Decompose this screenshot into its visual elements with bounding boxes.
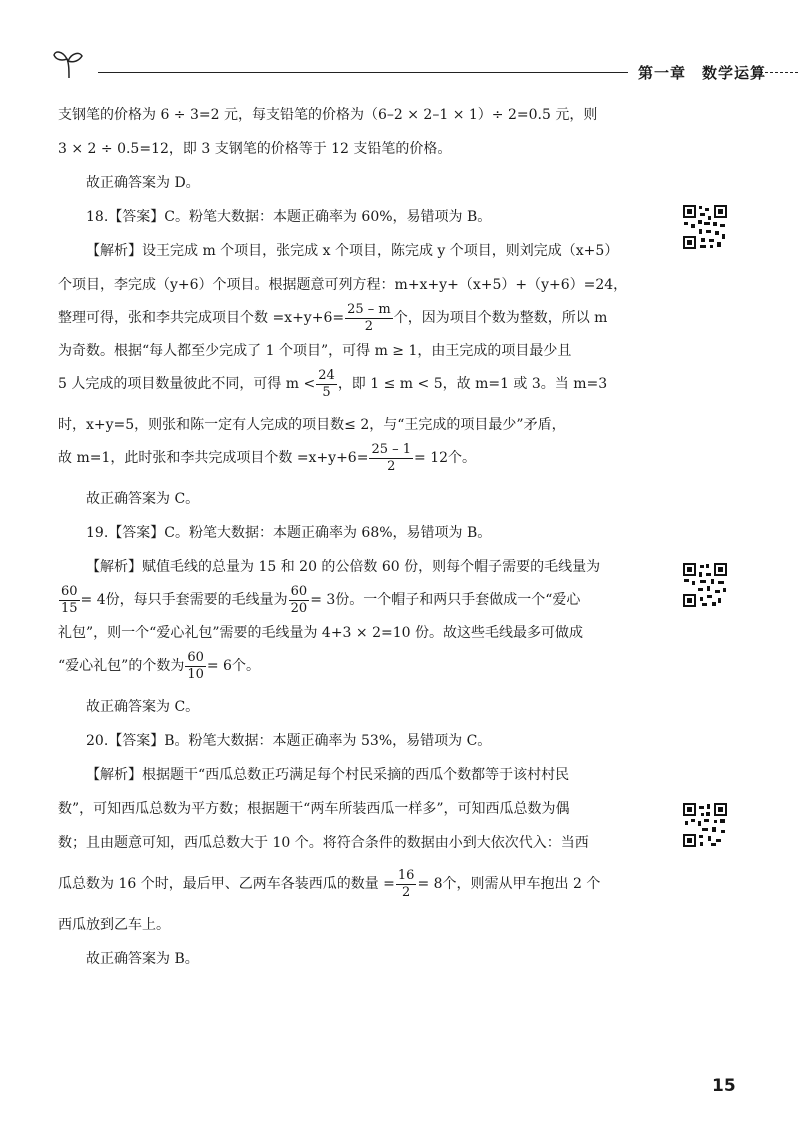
text-line: 3 × 2 ÷ 0.5=12，即 3 支钢笔的价格等于 12 支铅笔的价格。 (58, 141, 452, 157)
numerator: 60 (290, 583, 308, 599)
text-line-fraction (58, 298, 658, 338)
text-line-fraction (58, 364, 658, 404)
numerator: 25 – 1 (371, 441, 412, 457)
header-rule (98, 72, 628, 73)
analysis-18: 【解析】设王完成 m 个项目，张完成 x 个项目，陈完成 y 个项目，则刘完成（x+5） (86, 243, 619, 259)
fraction (316, 368, 337, 401)
analysis-19: 【解析】赋值毛线的总量为 15 和 20 的公倍数 60 份，则每个帽子需要的毛线量为 (86, 559, 601, 575)
denominator: 20 (290, 600, 308, 616)
text-segment: “爱心礼包”的个数为 (58, 658, 185, 674)
text-segment: 整理可得，张和李共完成项目个数 =x+y+6= (58, 310, 345, 326)
text-line: 时，x+y=5，则张和陈一定有人完成的项目数≤ 2，与“王完成的项目最少”矛盾， (58, 417, 566, 433)
qr-code-icon[interactable] (682, 204, 728, 250)
text-segment: 故 m=1，此时张和李共完成项目个数 =x+y+6= (58, 450, 369, 466)
text-line-fraction (58, 864, 658, 904)
answer-19: 19.【答案】C。粉笔大数据：本题正确率为 68%，易错项为 B。 (86, 525, 492, 541)
conclusion-line: 故正确答案为 D。 (86, 175, 200, 191)
text-line-fraction (58, 580, 658, 620)
text-segment: 个，因为项目个数为整数，所以 m (393, 310, 608, 326)
fraction (396, 868, 417, 901)
qr-code-icon[interactable] (682, 562, 728, 608)
denominator: 15 (61, 600, 78, 616)
answer-20: 20.【答案】B。粉笔大数据：本题正确率为 53%，易错项为 C。 (86, 733, 492, 749)
text-segment: = 4份，每只手套需要的毛线量为 (80, 592, 288, 608)
text-line: 为奇数。根据“每人都至少完成了 1 个项目”，可得 m ≥ 1，由王完成的项目最少且 (58, 343, 572, 359)
page-number: 15 (712, 1076, 736, 1096)
text-segment: 5 人完成的项目数量彼此不同，可得 m < (58, 376, 316, 392)
answer-content (58, 102, 658, 972)
fraction (369, 442, 413, 475)
text-line-fraction (58, 646, 658, 686)
conclusion-line: 故正确答案为 C。 (86, 699, 200, 715)
fraction (289, 584, 310, 617)
text-line: 西瓜放到乙车上。 (58, 917, 170, 933)
text-line: 礼包”，则一个“爱心礼包”需要的毛线量为 4+3 × 2=10 份。故这些毛线最多可做成 (58, 625, 583, 641)
chapter-title: 第一章 数学运算 (638, 64, 767, 82)
header-dash (760, 72, 798, 73)
denominator: 5 (322, 384, 331, 400)
denominator: 2 (402, 884, 411, 900)
conclusion-line: 故正确答案为 C。 (86, 491, 200, 507)
conclusion-line: 故正确答案为 B。 (86, 951, 199, 967)
analysis-20: 【解析】根据题干“西瓜总数正巧满足每个村民采摘的西瓜个数都等于该村村民 (86, 767, 570, 783)
page-header (40, 44, 780, 84)
answer-18: 18.【答案】C。粉笔大数据：本题正确率为 60%，易错项为 B。 (86, 209, 492, 225)
text-line: 数；且由题意可知，西瓜总数大于 10 个。将符合条件的数据由小到大依次代入：当西 (58, 835, 589, 851)
qr-code-icon[interactable] (682, 802, 728, 848)
text-segment: ，即 1 ≤ m < 5，故 m=1 或 3。当 m=3 (337, 376, 608, 392)
text-segment: = 12个。 (414, 450, 477, 466)
text-line: 数”，可知西瓜总数为平方数；根据题干“两车所装西瓜一样多”，可知西瓜总数为偶 (58, 801, 570, 817)
numerator: 25 – m (347, 301, 391, 317)
numerator: 60 (61, 583, 78, 599)
text-line-fraction (58, 438, 658, 478)
fraction (185, 650, 206, 683)
numerator: 16 (397, 867, 415, 883)
denominator: 2 (387, 458, 396, 474)
denominator: 10 (187, 666, 204, 682)
text-segment: = 6个。 (206, 658, 260, 674)
text-segment: = 3份。一个帽子和两只手套做成一个“爱心 (310, 592, 581, 608)
text-line: 支钢笔的价格为 6 ÷ 3=2 元，每支铅笔的价格为（6–2 × 2–1 × 1）÷ 2=0.5 元，则 (58, 107, 598, 123)
text-segment: 瓜总数为 16 个时，最后甲、乙两车各装西瓜的数量 = (58, 876, 395, 892)
numerator: 60 (187, 649, 204, 665)
text-line: 个项目，李完成（y+6）个项目。根据题意可列方程：m+x+y+（x+5）+（y+6）=24， (58, 277, 628, 293)
fraction (345, 302, 393, 335)
sprout-icon (52, 46, 86, 80)
fraction (59, 584, 80, 617)
numerator: 24 (318, 367, 335, 383)
text-segment: = 8个，则需从甲车抱出 2 个 (417, 876, 601, 892)
denominator: 2 (364, 318, 374, 334)
